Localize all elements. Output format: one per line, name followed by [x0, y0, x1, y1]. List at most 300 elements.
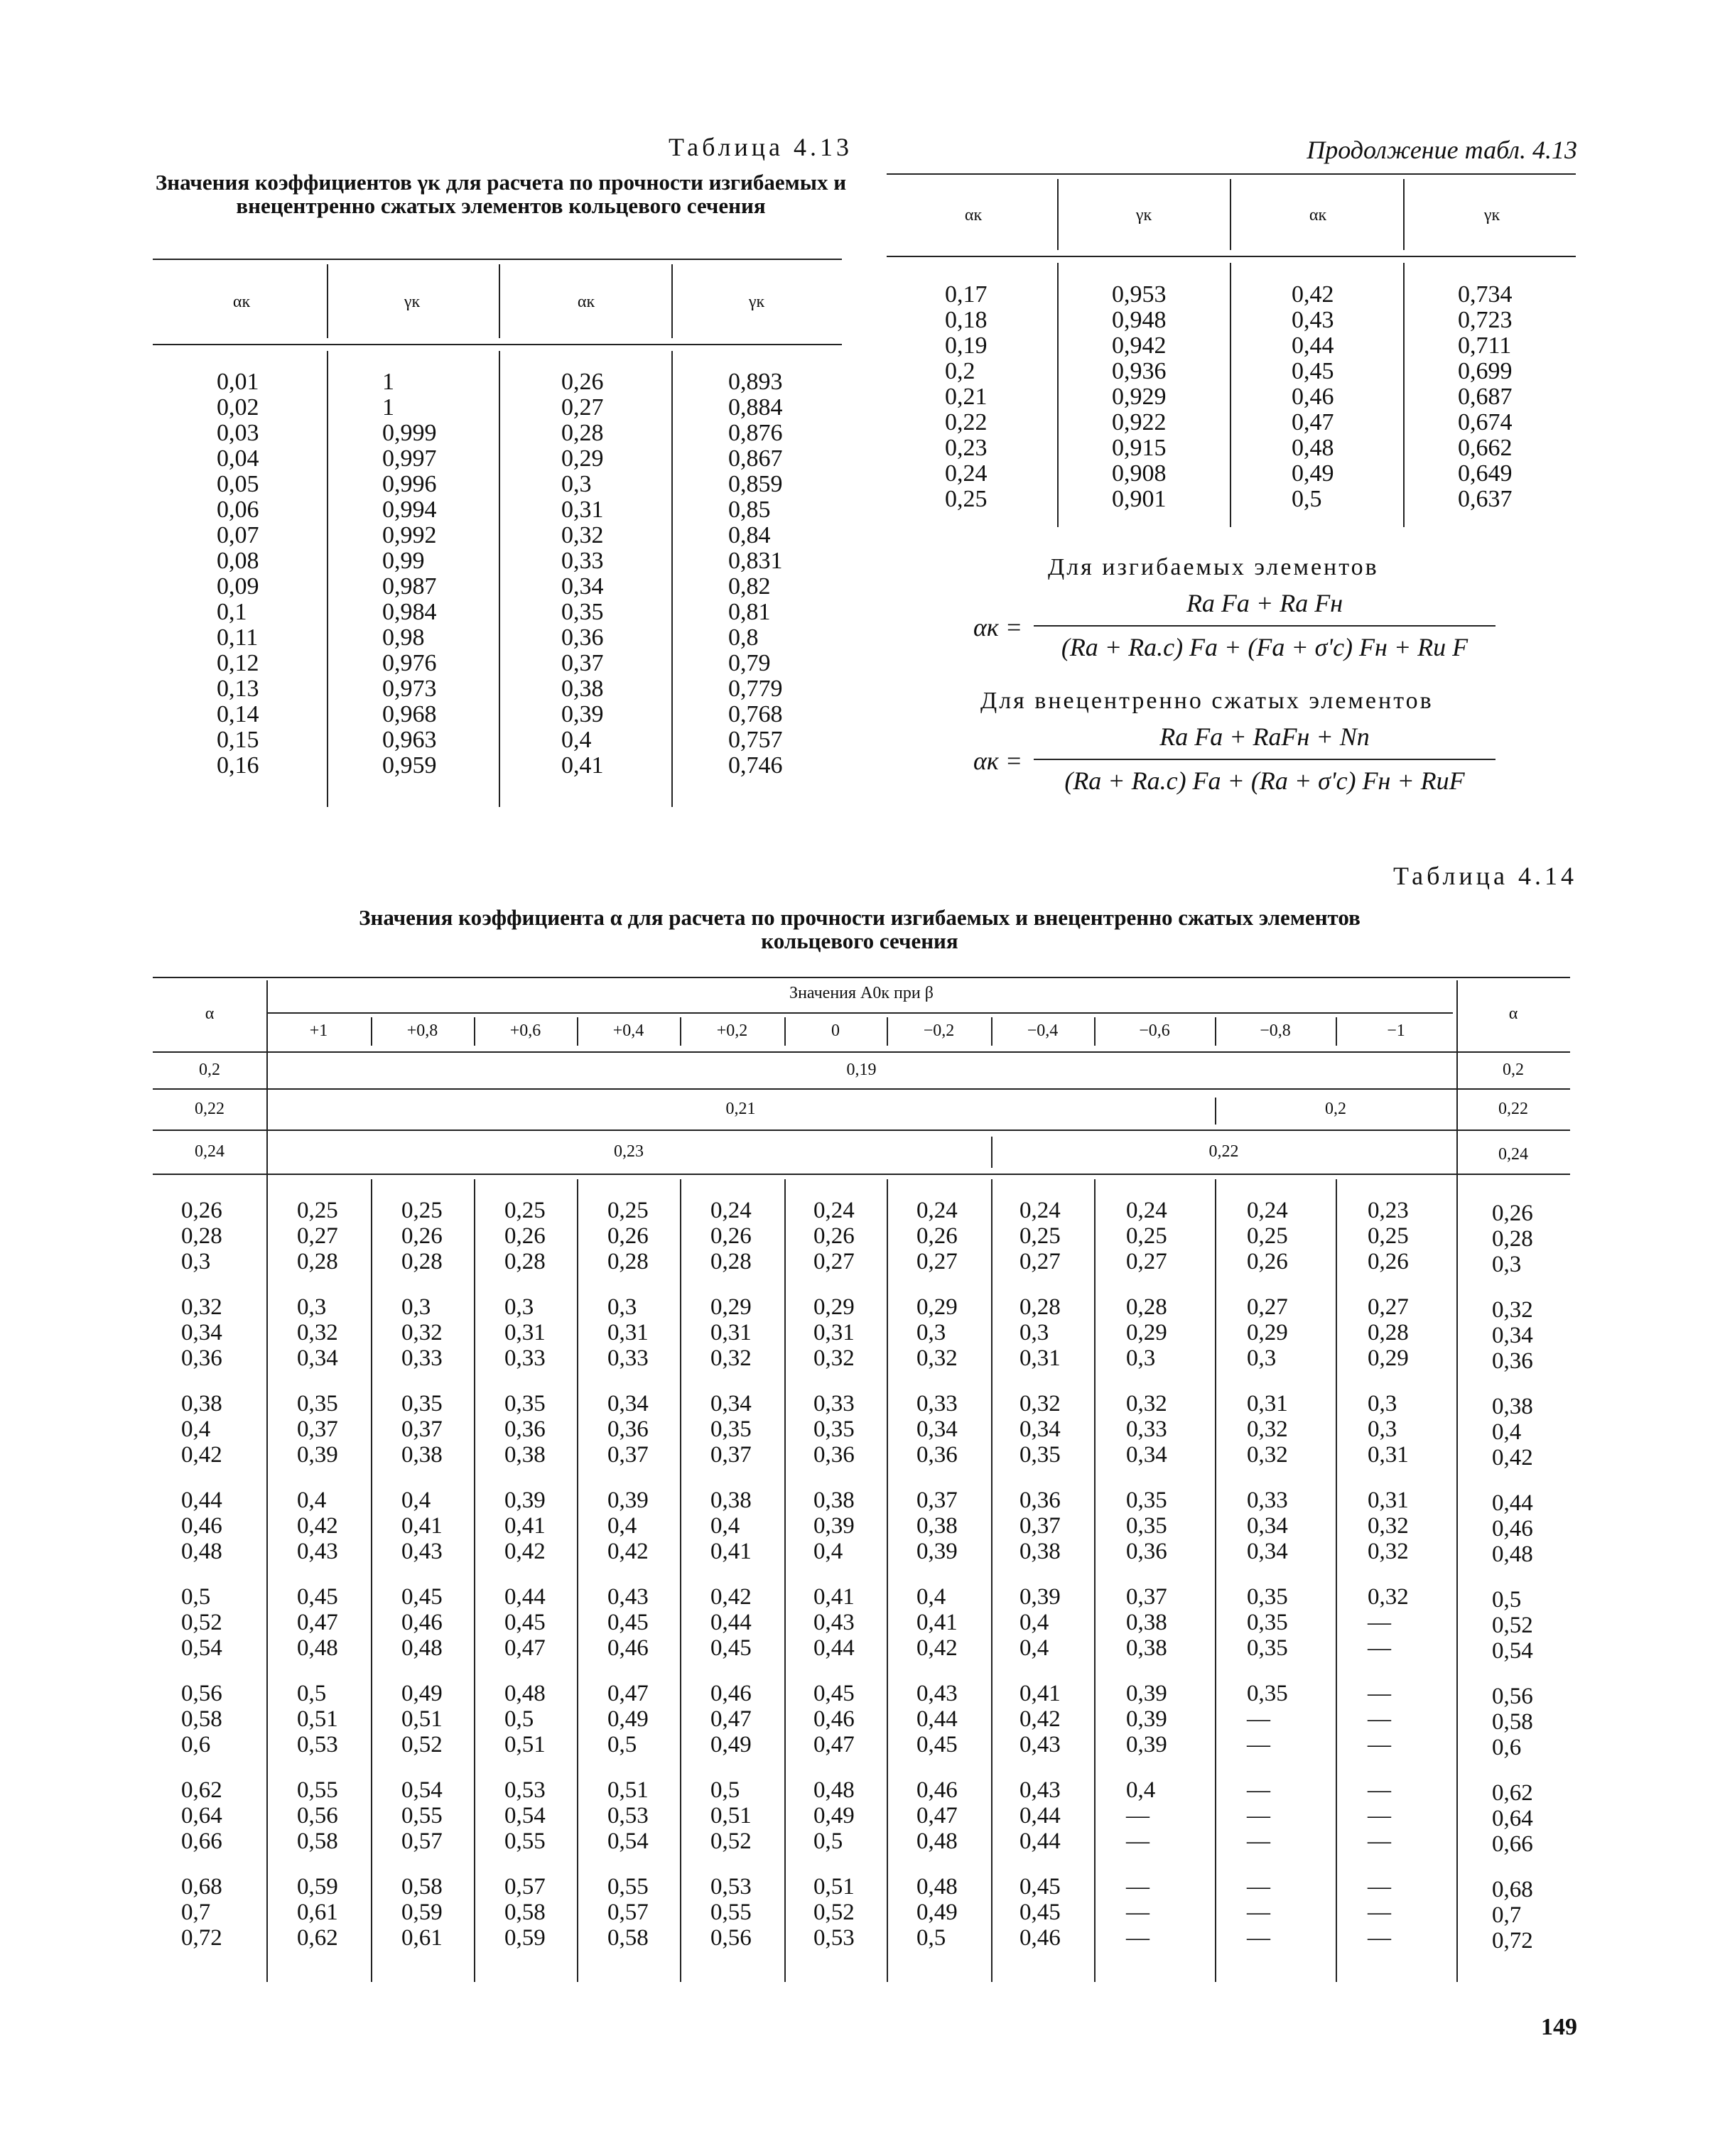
table-cell: 0,28: [561, 420, 604, 446]
table-cell: 0,963: [382, 727, 437, 753]
row-group: [1019, 1584, 1119, 1661]
table-cell: 0,24: [1126, 1198, 1167, 1223]
row-group: [1492, 1394, 1591, 1470]
row-group: [297, 1488, 396, 1564]
table-cell: 0,42: [1492, 1445, 1533, 1470]
table-cell: —: [1247, 1706, 1270, 1732]
column-header-alpha-right: α: [1508, 1004, 1518, 1023]
table-cell: 0,948: [1112, 307, 1167, 333]
table-cell: 0,55: [504, 1829, 546, 1854]
table-cell: 0,99: [382, 548, 425, 574]
table-cell: —: [1368, 1610, 1391, 1635]
table-cell: 0,42: [297, 1513, 338, 1539]
table-cell: 0,44: [1019, 1803, 1061, 1829]
table-cell: 0,734: [1458, 281, 1513, 308]
row-group: [297, 1584, 396, 1661]
row-group: [1247, 1391, 1346, 1468]
row-group: [710, 1391, 810, 1468]
fraction-bar: [1034, 625, 1495, 627]
table-cell: 0,21: [945, 384, 988, 410]
table-cell: 0,637: [1458, 486, 1513, 512]
column-gamma-values: [382, 369, 437, 779]
table-cell: 0,3: [1019, 1320, 1049, 1345]
table-cell: 0,33: [504, 1345, 546, 1371]
table-cell: 0,28: [401, 1249, 443, 1274]
table-cell: 0,48: [916, 1829, 958, 1854]
row-group: [504, 1294, 604, 1371]
row-group: [401, 1584, 501, 1661]
table-cell: 0,33: [813, 1391, 855, 1416]
table-cell: 0,64: [1492, 1806, 1533, 1831]
table-cell: 0,52: [401, 1732, 443, 1757]
table-cell: 0,03: [217, 420, 259, 446]
table-cell: 0,31: [710, 1320, 752, 1345]
table-cell: 0,976: [382, 650, 437, 676]
table-cell: 0,47: [1292, 409, 1334, 435]
table-cell: 0,68: [181, 1874, 222, 1900]
row-group: [1492, 1877, 1591, 1954]
table-cell: 0,994: [382, 497, 437, 523]
row-group: [1019, 1294, 1119, 1371]
table-cell: 0,32: [401, 1320, 443, 1345]
divider: [327, 351, 328, 807]
table-cell: 0,7: [1492, 1902, 1522, 1928]
table-cell: 0,44: [1292, 332, 1334, 359]
table-cell: 0,3: [1126, 1345, 1156, 1371]
table-cell: 0,39: [916, 1539, 958, 1564]
row-group: [813, 1874, 913, 1951]
row-group: [607, 1294, 707, 1371]
table-cell: 0,42: [504, 1539, 546, 1564]
formula-denominator-bending: (Ra + Ra.c) Fa + (Fa + σ'c) Fн + Rи F: [1061, 633, 1469, 661]
row-group: [916, 1584, 1016, 1661]
column-alpha-values: [945, 282, 988, 512]
formula-caption-eccentric: Для внецентренно сжатых элементов: [980, 688, 1434, 714]
table-cell: 0,41: [813, 1584, 855, 1610]
table-cell: 0,34: [561, 573, 604, 600]
table-cell: —: [1126, 1874, 1150, 1900]
table-cell: 0,4: [401, 1488, 431, 1513]
table-cell: 0,5: [1492, 1587, 1522, 1613]
table-cell: 0,5: [916, 1925, 946, 1951]
row-group: [916, 1777, 1016, 1854]
table-cell: 0,34: [1247, 1539, 1288, 1564]
table-cell: 0,6: [181, 1732, 211, 1757]
row-group: [1492, 1684, 1591, 1760]
table-cell: 0,45: [504, 1610, 546, 1635]
table-cell: 0,27: [561, 394, 604, 421]
table-cell: 0,3: [916, 1320, 946, 1345]
table-cell: 0,64: [181, 1803, 222, 1829]
table-cell: 0,32: [1126, 1391, 1167, 1416]
table-cell: 0,43: [297, 1539, 338, 1564]
page-number: 149: [1541, 2014, 1577, 2040]
table-cell: 0,23: [1368, 1198, 1409, 1223]
table-cell: 0,41: [561, 752, 604, 779]
table-cell: 0,39: [1126, 1681, 1167, 1706]
row-group: [181, 1198, 281, 1274]
table-cell: 0,29: [1126, 1320, 1167, 1345]
table-cell: 0,36: [813, 1442, 855, 1468]
table-cell: 0,72: [1492, 1928, 1533, 1954]
row-group: [504, 1391, 604, 1468]
table-cell: 0,57: [504, 1874, 546, 1900]
table-cell: 0,1: [217, 599, 247, 625]
table-cell: 0,43: [1292, 307, 1334, 333]
table-cell: 0,81: [728, 599, 771, 625]
row-group: [916, 1391, 1016, 1468]
table-cell: 0,51: [813, 1874, 855, 1900]
table-cell: 0,45: [916, 1732, 958, 1757]
table-cell: 0,46: [813, 1706, 855, 1732]
table-cell: 0,38: [916, 1513, 958, 1539]
table-cell: 0,33: [401, 1345, 443, 1371]
table-cell: 0,55: [401, 1803, 443, 1829]
table-cell: 0,62: [181, 1777, 222, 1803]
row-group: [401, 1198, 501, 1274]
table-cell: 0,61: [401, 1925, 443, 1951]
table-cell: 0,915: [1112, 435, 1167, 461]
table-cell: 0,33: [607, 1345, 649, 1371]
table-cell: 0,26: [1368, 1249, 1409, 1274]
row-group: [181, 1777, 281, 1854]
row-group: [1126, 1198, 1226, 1274]
table-cell: 0,26: [181, 1198, 222, 1223]
table-cell: 0,36: [1019, 1488, 1061, 1513]
table-cell: 0,27: [1126, 1249, 1167, 1274]
row-group: [710, 1777, 810, 1854]
table-cell: 0,28: [181, 1223, 222, 1249]
table-cell: 0,4: [916, 1584, 946, 1610]
row-group: [710, 1681, 810, 1757]
row-group: [1368, 1584, 1467, 1661]
table-cell: 0,28: [607, 1249, 649, 1274]
table-cell: 0,2: [945, 358, 975, 384]
table-cell: 0,942: [1112, 332, 1167, 359]
table-cell: 0,26: [916, 1223, 958, 1249]
table-cell: 0,32: [1247, 1442, 1288, 1468]
table-cell: 0,922: [1112, 409, 1167, 435]
table-4-13-label: Таблица 4.13: [669, 133, 853, 161]
table-cell: 0,41: [504, 1513, 546, 1539]
table-cell: 0,36: [1492, 1348, 1533, 1374]
table-cell: 0,82: [728, 573, 771, 600]
table-cell: 0,27: [1368, 1294, 1409, 1320]
row-group: [181, 1681, 281, 1757]
table-4-13-top-rule: [153, 259, 842, 260]
table-cell: 0,29: [1247, 1320, 1288, 1345]
row-group: [181, 1874, 281, 1951]
row-group: [916, 1294, 1016, 1371]
table-cell: 0,34: [1019, 1416, 1061, 1442]
table-cell: 0,25: [1126, 1223, 1167, 1249]
table-cell: —: [1126, 1829, 1150, 1854]
table-cell: 0,5: [297, 1681, 327, 1706]
table-cell: 0,649: [1458, 460, 1513, 487]
divider: [671, 264, 673, 338]
table-cell: 0,4: [561, 727, 592, 753]
table-cell: 0,44: [710, 1610, 752, 1635]
table-cell: 0,32: [181, 1294, 222, 1320]
table-cell: 0,07: [217, 522, 259, 548]
table-cell: 0,37: [607, 1442, 649, 1468]
table-cell: 0,757: [728, 727, 783, 753]
row-group: [1126, 1294, 1226, 1371]
row-group: [1126, 1391, 1226, 1468]
beta-column: [1247, 1198, 1346, 1971]
table-cell: 0,5: [1292, 486, 1322, 512]
divider: [671, 351, 673, 807]
row-group: [813, 1681, 913, 1757]
table-cell: 0,22: [945, 409, 988, 435]
special-row-alpha: 0,24: [1498, 1145, 1528, 1164]
row-group: [607, 1488, 707, 1564]
column-header-alpha: αк: [577, 293, 595, 311]
table-cell: 0,37: [1019, 1513, 1061, 1539]
continuation-top-rule: [887, 173, 1576, 175]
table-cell: 0,35: [1247, 1610, 1288, 1635]
special-row-alpha: 0,22: [1498, 1100, 1528, 1118]
table-cell: 0,56: [181, 1681, 222, 1706]
table-cell: 0,859: [728, 471, 783, 497]
table-cell: 0,24: [1247, 1198, 1288, 1223]
special-row-value: 0,19: [846, 1061, 877, 1079]
table-cell: 0,711: [1458, 332, 1512, 359]
table-cell: 0,24: [916, 1198, 958, 1223]
row-group: [297, 1391, 396, 1468]
column-gamma-values: [1458, 282, 1513, 512]
table-cell: 0,15: [217, 727, 259, 753]
table-cell: 0,45: [401, 1584, 443, 1610]
table-cell: 0,867: [728, 445, 783, 472]
table-cell: 0,25: [504, 1198, 546, 1223]
table-cell: 0,85: [728, 497, 771, 523]
table-cell: 0,34: [297, 1345, 338, 1371]
table-cell: 0,35: [813, 1416, 855, 1442]
table-cell: 0,4: [297, 1488, 327, 1513]
table-cell: 0,723: [1458, 307, 1513, 333]
table-cell: 0,3: [1368, 1416, 1397, 1442]
row-group: [813, 1584, 913, 1661]
table-cell: 0,41: [916, 1610, 958, 1635]
beta-column: [607, 1198, 707, 1971]
table-cell: 0,27: [1019, 1249, 1061, 1274]
table-cell: 0,996: [382, 471, 437, 497]
table-cell: 0,49: [607, 1706, 649, 1732]
table-cell: 0,29: [710, 1294, 752, 1320]
row-group: [297, 1777, 396, 1854]
table-cell: 0,4: [181, 1416, 211, 1442]
table-cell: —: [1247, 1900, 1270, 1925]
beta-column: [297, 1198, 396, 1971]
table-cell: 0,02: [217, 394, 259, 421]
table-cell: 0,52: [813, 1900, 855, 1925]
row-group: [181, 1391, 281, 1468]
table-cell: 0,48: [297, 1635, 338, 1661]
table-cell: 0,51: [710, 1803, 752, 1829]
row-group: [1492, 1490, 1591, 1567]
table-cell: 0,929: [1112, 384, 1167, 410]
table-cell: 0,25: [297, 1198, 338, 1223]
row-group: [401, 1874, 501, 1951]
table-cell: 0,35: [504, 1391, 546, 1416]
column-header-alpha: αк: [964, 206, 983, 224]
table-cell: 0,36: [504, 1416, 546, 1442]
table-cell: 0,41: [1019, 1681, 1061, 1706]
table-cell: 0,66: [1492, 1831, 1533, 1857]
table-cell: 0,37: [297, 1416, 338, 1442]
row-rule: [153, 1130, 1570, 1131]
row-group: [607, 1777, 707, 1854]
row-group: [607, 1584, 707, 1661]
table-cell: 0,54: [181, 1635, 222, 1661]
table-cell: 0,31: [1368, 1488, 1409, 1513]
table-cell: 0,46: [401, 1610, 443, 1635]
table-cell: 0,34: [1247, 1513, 1288, 1539]
row-group: [1368, 1391, 1467, 1468]
table-cell: 0,54: [1492, 1638, 1533, 1664]
table-4-14-title-line: Значения коэффициента α для расчета по прочности изгибаемых и внецентренно сжатых элементов: [359, 905, 1361, 930]
table-cell: 0,39: [297, 1442, 338, 1468]
table-cell: 0,4: [710, 1513, 740, 1539]
table-cell: —: [1126, 1803, 1150, 1829]
row-group: [813, 1391, 913, 1468]
table-cell: 0,7: [181, 1900, 211, 1925]
table-cell: 0,44: [181, 1488, 222, 1513]
row-group: [1492, 1201, 1591, 1277]
row-group: [1019, 1488, 1119, 1564]
table-cell: 0,3: [1368, 1391, 1397, 1416]
table-cell: 0,26: [1492, 1201, 1533, 1226]
table-cell: 0,4: [813, 1539, 843, 1564]
table-cell: 0,48: [1292, 435, 1334, 461]
table-cell: 0,36: [607, 1416, 649, 1442]
table-cell: 0,51: [607, 1777, 649, 1803]
table-cell: 0,47: [916, 1803, 958, 1829]
divider: [1230, 263, 1231, 527]
table-cell: 0,45: [1292, 358, 1334, 384]
table-cell: 0,42: [1019, 1706, 1061, 1732]
table-cell: 0,49: [813, 1803, 855, 1829]
table-cell: 0,25: [945, 486, 988, 512]
table-cell: 0,28: [297, 1249, 338, 1274]
table-cell: 0,29: [813, 1294, 855, 1320]
table-cell: 0,47: [504, 1635, 546, 1661]
table-cell: 0,24: [1019, 1198, 1061, 1223]
row-group: [504, 1198, 604, 1274]
table-cell: 0,45: [297, 1584, 338, 1610]
table-cell: —: [1368, 1732, 1391, 1757]
row-group: [813, 1488, 913, 1564]
table-cell: 0,43: [1019, 1732, 1061, 1757]
table-cell: 0,901: [1112, 486, 1167, 512]
table-cell: 0,38: [1126, 1635, 1167, 1661]
table-cell: 0,12: [217, 650, 259, 676]
table-cell: 0,52: [710, 1829, 752, 1854]
column-header-alpha: αк: [1309, 206, 1327, 224]
table-cell: 0,992: [382, 522, 437, 548]
table-4-14-label: Таблица 4.14: [1393, 862, 1577, 890]
table-cell: 0,4: [1019, 1635, 1049, 1661]
row-group: [1368, 1488, 1467, 1564]
table-cell: 0,768: [728, 701, 783, 727]
column-alpha-values: [561, 369, 604, 779]
row-rule: [153, 1174, 1570, 1175]
beta-header: −0,4: [1027, 1022, 1059, 1040]
beta-header: +0,2: [716, 1022, 748, 1040]
table-cell: 0,35: [1247, 1584, 1288, 1610]
table-cell: 0,38: [181, 1391, 222, 1416]
beta-column: [504, 1198, 604, 1971]
table-cell: 0,08: [217, 548, 259, 574]
table-cell: 0,8: [728, 624, 759, 651]
table-cell: 0,31: [813, 1320, 855, 1345]
table-cell: 0,3: [561, 471, 592, 497]
table-cell: 1: [382, 369, 394, 395]
table-cell: 0,06: [217, 497, 259, 523]
table-cell: 0,44: [916, 1706, 958, 1732]
table-cell: 0,48: [1492, 1542, 1533, 1567]
table-cell: 0,44: [813, 1635, 855, 1661]
table-cell: 0,5: [813, 1829, 843, 1854]
group-header-rule: [266, 1012, 1453, 1014]
row-group: [1247, 1584, 1346, 1661]
table-cell: —: [1247, 1732, 1270, 1757]
table-cell: 0,25: [1247, 1223, 1288, 1249]
table-cell: 0,56: [710, 1925, 752, 1951]
table-cell: 0,48: [181, 1539, 222, 1564]
row-group: [710, 1584, 810, 1661]
table-4-14-title-line: кольцевого сечения: [761, 928, 958, 953]
table-cell: 0,32: [1368, 1539, 1409, 1564]
table-cell: 0,51: [504, 1732, 546, 1757]
table-cell: 0,35: [297, 1391, 338, 1416]
table-cell: 0,35: [401, 1391, 443, 1416]
formula-caption-bending: Для изгибаемых элементов: [1048, 554, 1379, 580]
table-cell: 0,53: [504, 1777, 546, 1803]
group-header-a0k: Значения A0к при β: [789, 984, 934, 1002]
beta-header: +0,6: [509, 1022, 541, 1040]
table-cell: 0,13: [217, 676, 259, 702]
table-cell: —: [1247, 1829, 1270, 1854]
table-cell: 0,09: [217, 573, 259, 600]
table-cell: 0,58: [297, 1829, 338, 1854]
table-cell: 0,5: [181, 1584, 211, 1610]
row-group: [1492, 1587, 1591, 1664]
table-cell: 0,53: [607, 1803, 649, 1829]
table-cell: 0,44: [1019, 1829, 1061, 1854]
row-group: [916, 1198, 1016, 1274]
table-cell: 0,46: [607, 1635, 649, 1661]
row-group: [297, 1681, 396, 1757]
table-cell: 0,25: [401, 1198, 443, 1223]
row-group: [1247, 1294, 1346, 1371]
table-cell: 0,43: [1019, 1777, 1061, 1803]
table-cell: 0,31: [607, 1320, 649, 1345]
table-cell: 0,959: [382, 752, 437, 779]
table-4-13-continuation-label: Продолжение табл. 4.13: [1307, 136, 1577, 164]
table-cell: 0,58: [1492, 1709, 1533, 1735]
table-cell: 0,25: [607, 1198, 649, 1223]
row-group: [1368, 1777, 1467, 1854]
table-cell: 0,45: [1019, 1874, 1061, 1900]
table-cell: 0,24: [710, 1198, 752, 1223]
table-cell: 0,33: [1247, 1488, 1288, 1513]
table-cell: 0,49: [1292, 460, 1334, 487]
table-cell: 0,52: [181, 1610, 222, 1635]
table-cell: —: [1247, 1925, 1270, 1951]
table-cell: 0,39: [813, 1513, 855, 1539]
